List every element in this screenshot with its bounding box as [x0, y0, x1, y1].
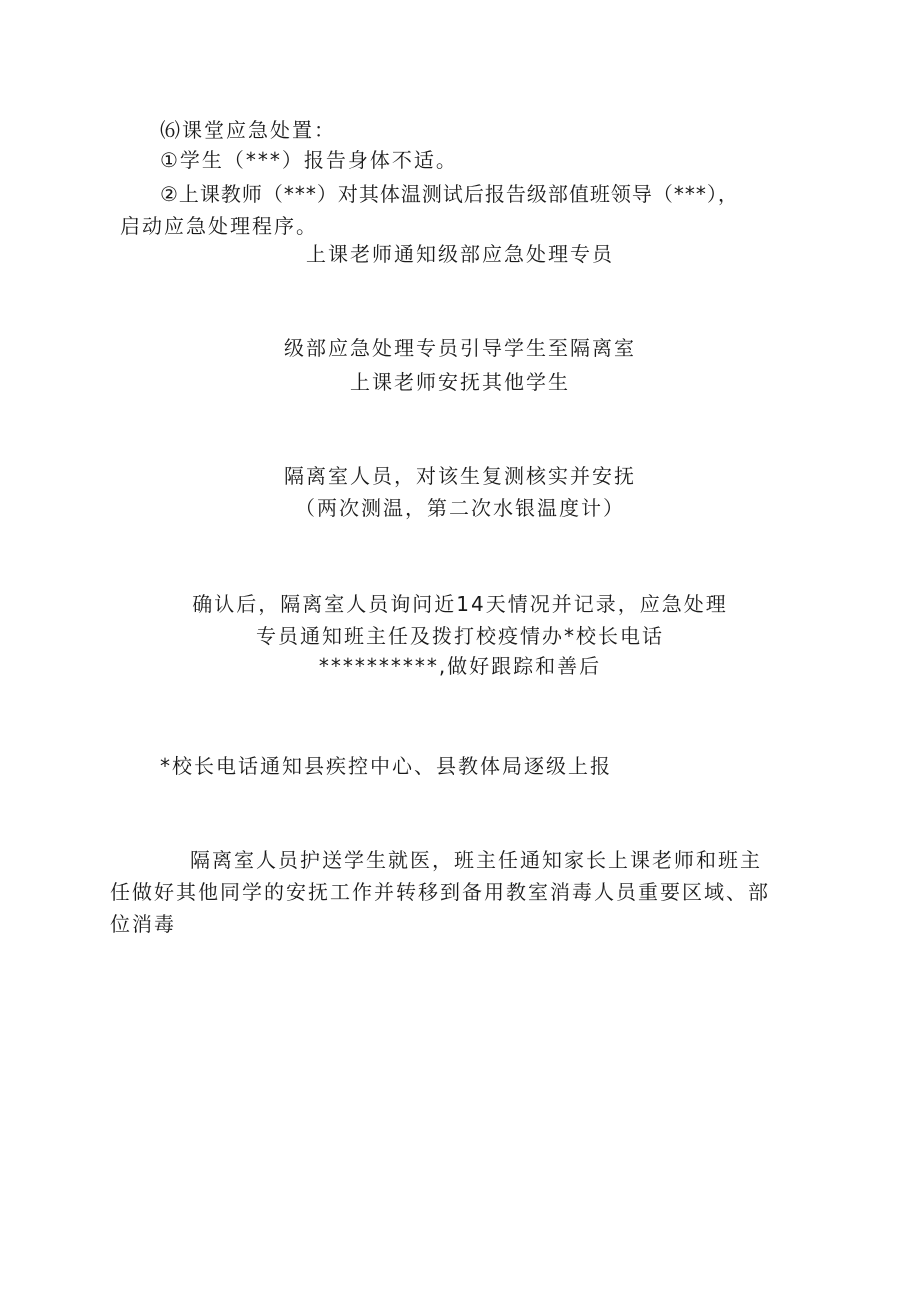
- step-2-text-line-2: 启动应急处理程序。: [120, 214, 318, 238]
- flow-node-confirm-line-1: 确认后，隔离室人员询问近14天情况并记录，应急处理: [192, 592, 728, 616]
- final-paragraph-line-2: 任做好其他同学的安抚工作并转移到备用教室消毒人员重要区域、部: [110, 880, 770, 904]
- flow-node-confirm-line-2: 专员通知班主任及拨打校疫情办*校长电话: [256, 624, 664, 648]
- flow-node-confirm-line-3: **********,做好跟踪和善后: [318, 654, 602, 678]
- final-paragraph-line-3: 位消毒: [110, 912, 176, 936]
- flow-node-recheck-line-2: （两次测温，第二次水银温度计）: [295, 496, 625, 520]
- flow-node-guide-to-isolation-line-1: 级部应急处理专员引导学生至隔离室: [284, 336, 636, 360]
- flow-node-guide-to-isolation-line-2: 上课老师安抚其他学生: [350, 370, 570, 394]
- section-heading: ⑹课堂应急处置：: [160, 118, 336, 142]
- final-paragraph-line-1: 隔离室人员护送学生就医，班主任通知家长上课老师和班主: [190, 848, 762, 872]
- step-2-text-line-1: ②上课教师（***）对其体温测试后报告级部值班领导（***），: [160, 182, 739, 206]
- step-1-text: ①学生（***）报告身体不适。: [160, 148, 458, 172]
- flow-node-report-upward: *校长电话通知县疾控中心、县教体局逐级上报: [160, 754, 612, 778]
- flow-node-notify-specialist: 上课老师通知级部应急处理专员: [306, 242, 614, 266]
- flow-node-recheck-line-1: 隔离室人员，对该生复测核实并安抚: [284, 464, 636, 488]
